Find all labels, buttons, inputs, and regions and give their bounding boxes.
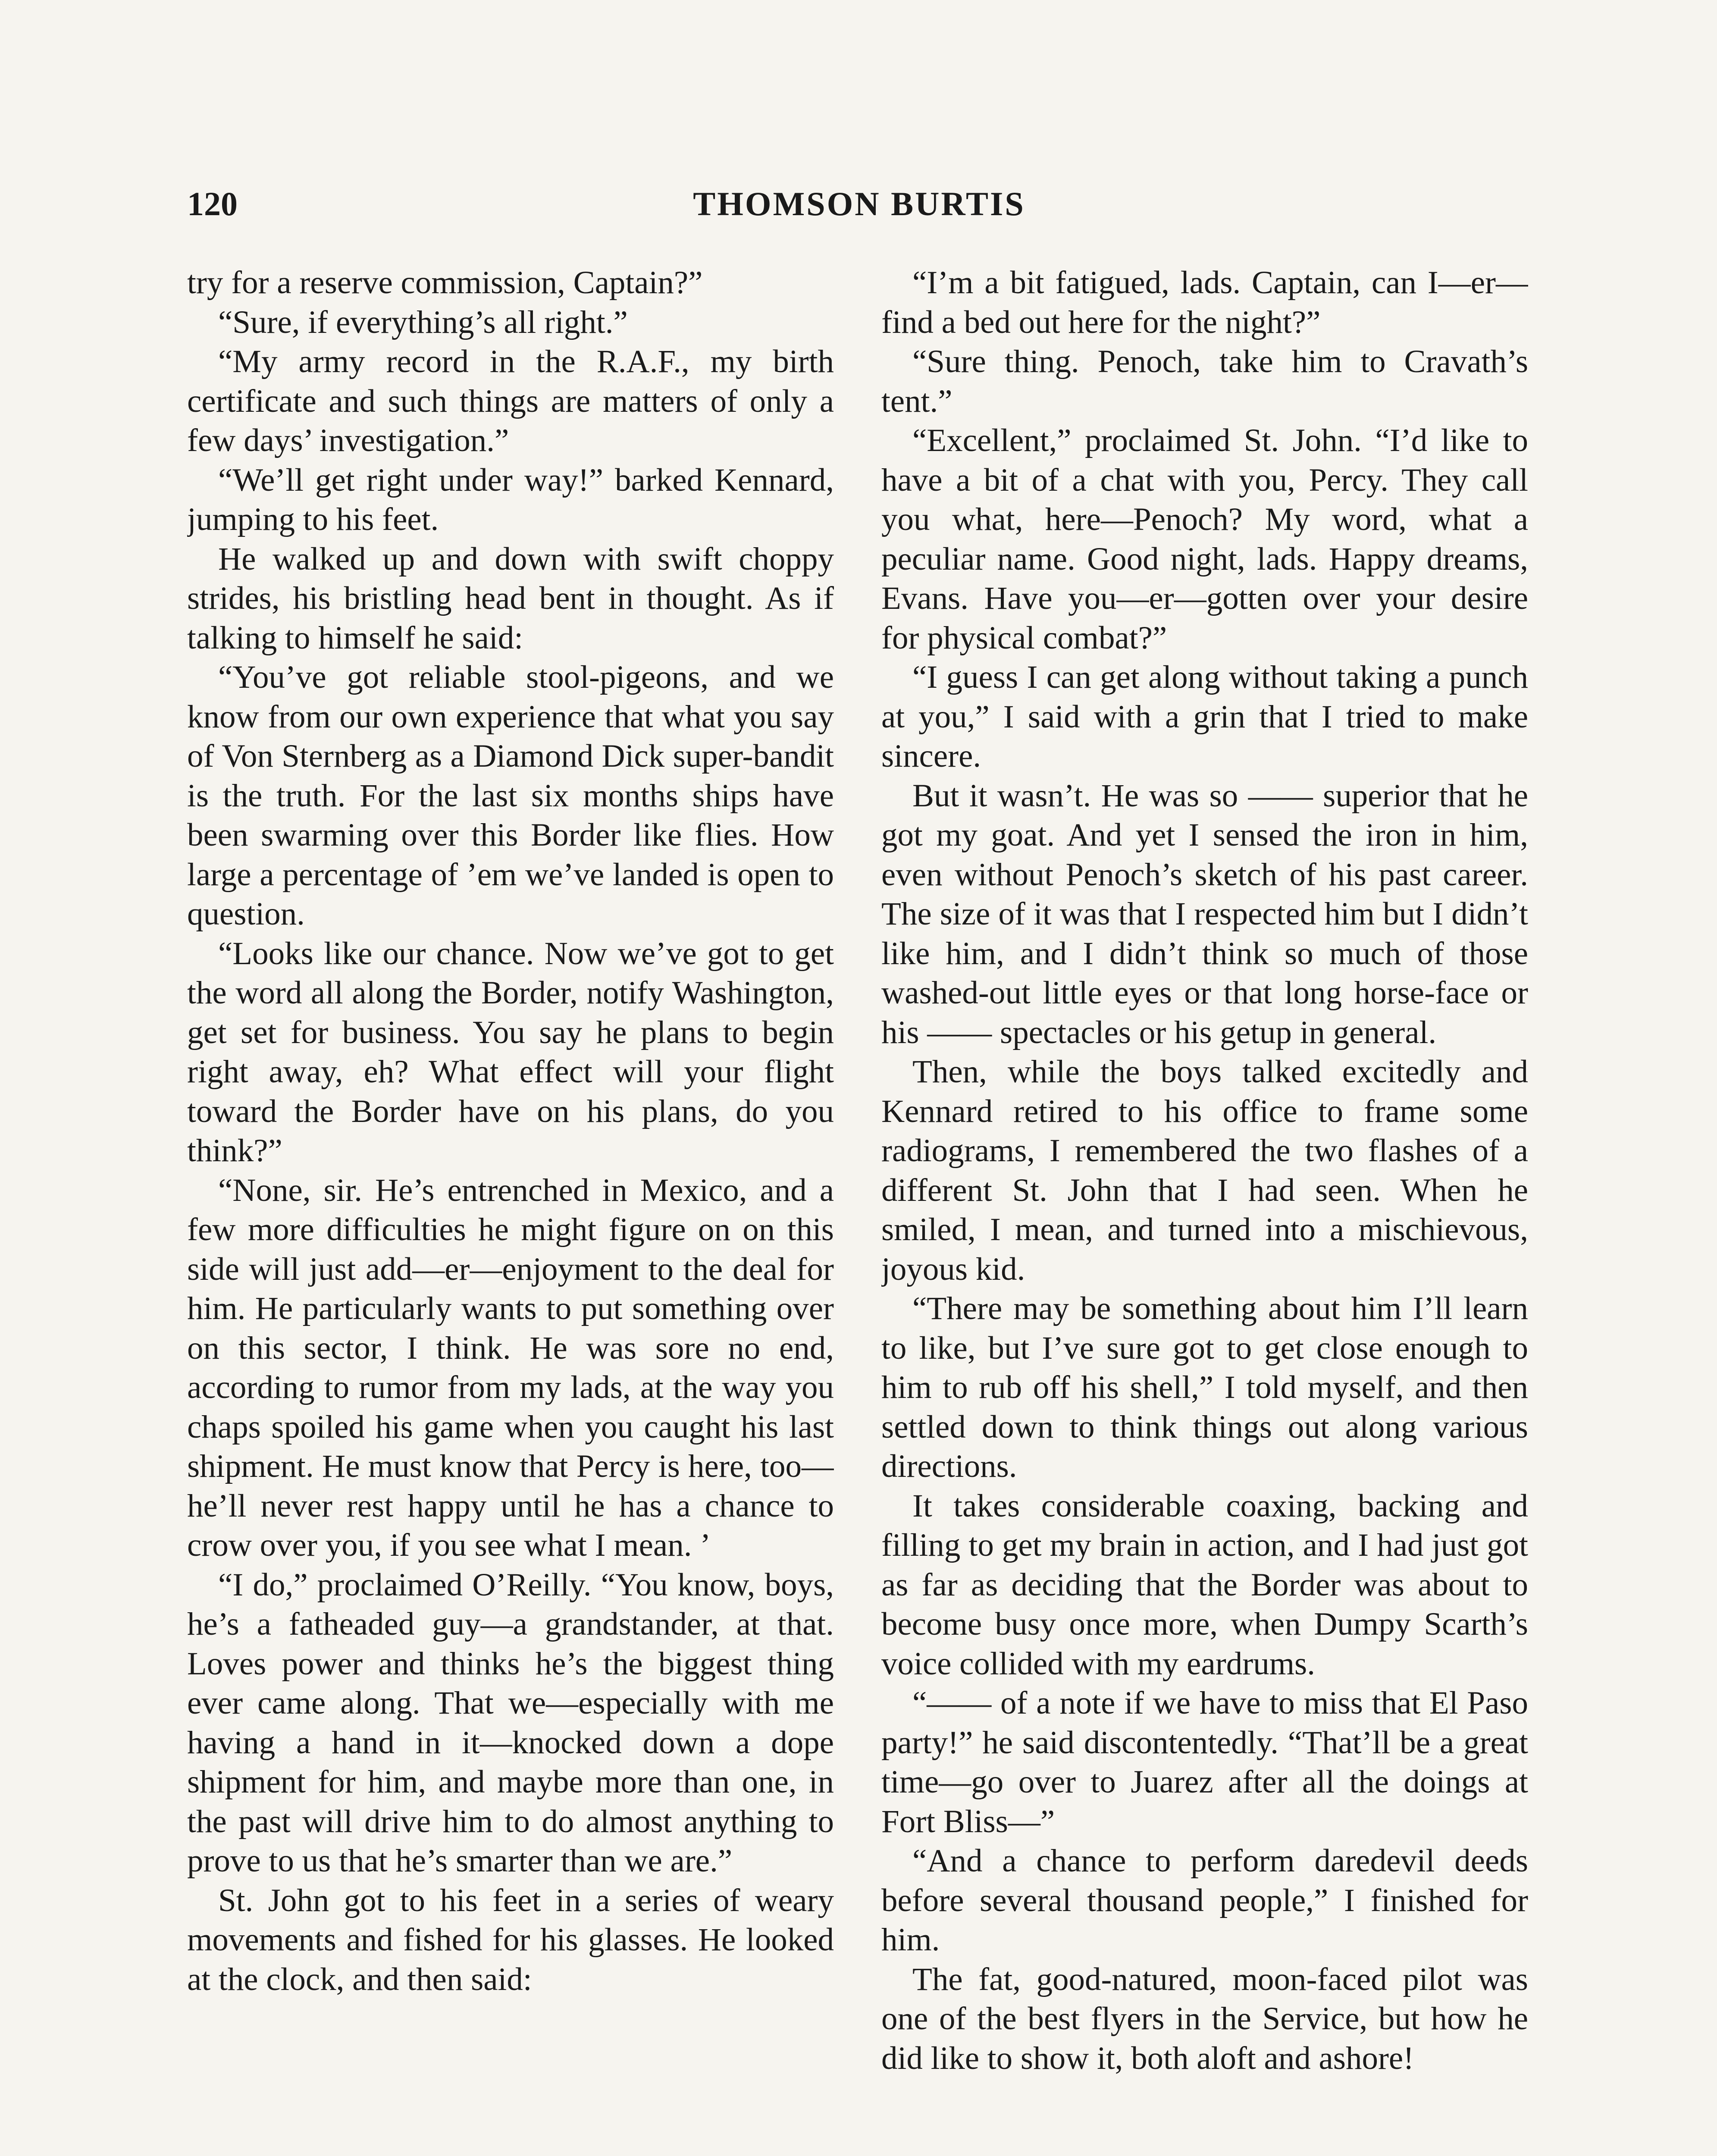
paragraph: The fat, good-natured, moon-faced pilot was one of the best flyers in the Service, but how he did like to show it, both aloft and ashore! bbox=[881, 1961, 1528, 2076]
paragraph: “I do,” proclaimed O’Reilly. “You know, boys, he’s a fatheaded guy—a grandstander, at that. Loves power and thinks he’s the biggest thing ever came along. That we—especially with me having a hand in it—knocked down a dope shipment for him, and maybe more than one, in the past will drive him to do almost anything to prove to us that he’s smarter than we are.” bbox=[187, 1567, 834, 1879]
paragraph: St. John got to his feet in a series of weary movements and fished for his glasses. He looked at the clock, and then said: bbox=[187, 1882, 834, 1997]
paragraph: “Sure, if everything’s all right.” bbox=[218, 304, 628, 340]
paragraph: try for a reserve commission, Captain?” bbox=[187, 265, 703, 301]
paragraph: “—— of a note if we have to miss that El Paso party!” he said discontentedly. “That’ll be a great time—go over to Juarez after all the doings at Fort Bliss—” bbox=[881, 1685, 1528, 1839]
paragraph: It takes considerable coaxing, backing and filling to get my brain in action, and I had just got as far as deciding that the Border was about to become busy once more, when Dumpy Scarth’s voice collided with my eardrums. bbox=[881, 1488, 1528, 1682]
page-number: 120 bbox=[187, 185, 238, 222]
running-head: THOMSON BURTIS bbox=[693, 185, 1025, 222]
paragraph: “Sure thing. Penoch, take him to Cravath’s tent.” bbox=[881, 344, 1528, 419]
right-column bbox=[881, 263, 1528, 2156]
paragraph: “None, sir. He’s entrenched in Mexico, and a few more difficulties he might figure on on this side will just add—er—enjoyment to the deal for him. He particularly wants to put something over on this sector, I think. He was sore no end, according to rumor from my lads, at the way you chaps spoiled his game when you caught his last shipment. He must know that Percy is here, too—he’ll never rest happy until he has a chance to crow over you, if you see what I mean. ’ bbox=[187, 1172, 834, 1563]
paragraph: “We’ll get right under way!” barked Kennard, jumping to his feet. bbox=[187, 462, 834, 537]
paragraph: But it wasn’t. He was so —— superior that he got my goat. And yet I sensed the iron in him, even without Penoch’s sketch of his past career. The size of it was that I respected him but I didn’t like him, and I didn’t think so much of those washed-out little eyes or that long horse-face or his —— spectacles or his getup in general. bbox=[881, 777, 1528, 1050]
paragraph: Then, while the boys talked excitedly and Kennard retired to his office to frame some radiograms, I remembered the two flashes of a different St. John that I had seen. When he smiled, I mean, and turned into a mischievous, joyous kid. bbox=[881, 1054, 1528, 1287]
paragraph: “I guess I can get along without taking a punch at you,” I said with a grin that I tried to make sincere. bbox=[881, 659, 1528, 774]
paragraph: “Excellent,” proclaimed St. John. “I’d like to have a bit of a chat with you, Percy. They call you what, here—Penoch? My word, what a peculiar name. Good night, lads. Happy dreams, Evans. Have you—er—gotten over your desire for physical combat?” bbox=[881, 423, 1528, 656]
paragraph: “I’m a bit fatigued, lads. Captain, can I—er—find a bed out here for the night?” bbox=[881, 265, 1528, 340]
page-header bbox=[187, 180, 1531, 228]
paragraph: “And a chance to perform daredevil deeds before several thousand people,” I finished for him. bbox=[881, 1843, 1528, 1958]
paragraph: “Looks like our chance. Now we’ve got to get the word all along the Border, notify Washington, get set for business. You say he plans to begin right away, eh? What effect will your flight toward the Border have on his plans, do you think?” bbox=[187, 935, 834, 1169]
paragraph: “There may be something about him I’ll learn to like, but I’ve sure got to get close enough to him to rub off his shell,” I told myself, and then settled down to think things out along various directions. bbox=[881, 1291, 1528, 1484]
paragraph: “My army record in the R.A.F., my birth certificate and such things are matters of only a few days’ investigation.” bbox=[187, 344, 834, 458]
left-column bbox=[187, 263, 834, 2156]
paragraph: “You’ve got reliable stool-pigeons, and we know from our own experience that what you say of Von Sternberg as a Diamond Dick super-bandit is the truth. For the last six months ships have been swarming over this Border like flies. How large a percentage of ’em we’ve landed is open to question. bbox=[187, 659, 834, 932]
paragraph: He walked up and down with swift choppy strides, his bristling head bent in thought. As if talking to himself he said: bbox=[187, 541, 834, 656]
